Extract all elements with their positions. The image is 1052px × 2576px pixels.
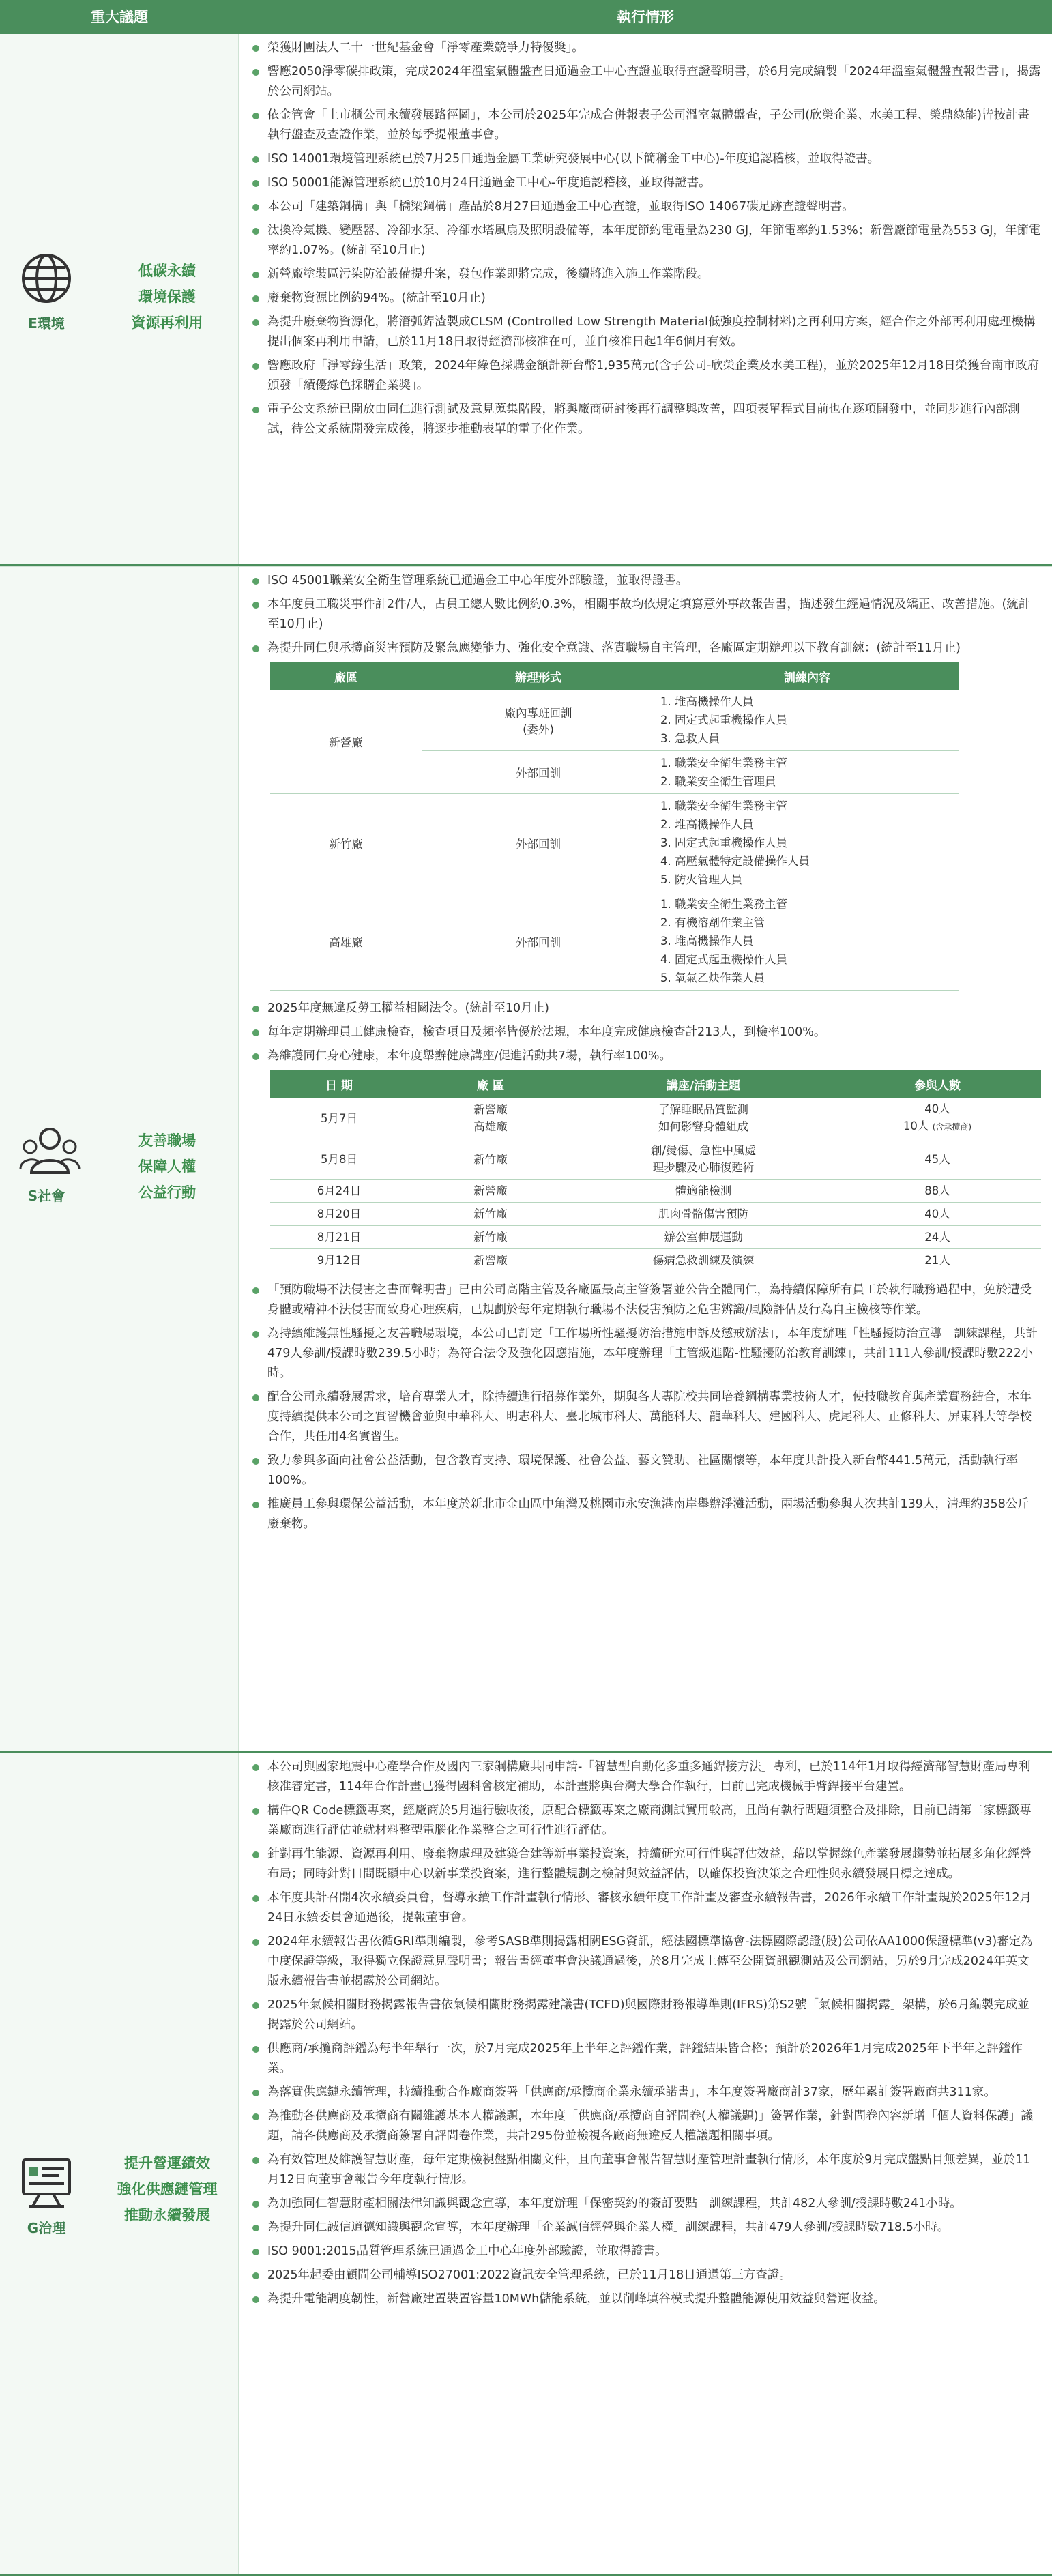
status-cell bbox=[250, 1757, 1041, 2313]
bullet-item: 2025年度無違反勞工權益相關法令。(統計至10月止) bbox=[250, 999, 1041, 1019]
section-governance bbox=[0, 1753, 1052, 2576]
bullet-list bbox=[250, 571, 1041, 658]
bullet-item: 致力參與多面向社會公益活動，包含教育支持、環境保護、社會公益、藝文贊助、社區關懷等，本年度共計投入新台幣441.5萬元，活動執行率100%。 bbox=[250, 1451, 1041, 1491]
bullet-item: 為提升同仁誠信道德知識與觀念宣導，本年度辦理「企業誠信經營與企業人權」訓練課程，共計479人參訓/授課時數718.5小時。 bbox=[250, 2218, 1041, 2238]
date-cell: 8月20日 bbox=[270, 1203, 408, 1226]
count-note: (含承攬商) bbox=[932, 1122, 972, 1132]
table-row bbox=[270, 1203, 1041, 1226]
governance-chart-icon bbox=[19, 2156, 74, 2210]
form-cell: 廠內專班回訓 (委外) bbox=[422, 690, 655, 751]
bullet-item: 為提升廢棄物資源化，將潛弧銲渣製成CLSM (Controlled Low Strength Material低強度控制材料)之再利用方案，經合作之外部再利用處理機構提出個案再利用申請，已於11月18日取得經濟部核准在可，並自核准日起1年6個月有效。 bbox=[250, 312, 1041, 352]
bullet-item: 供應商/承攬商評鑑為每半年舉行一次，於7月完成2025年上半年之評鑑作業，評鑑結果皆合格；預計於2026年1月完成2025年下半年之評鑑作業。 bbox=[250, 2039, 1041, 2079]
table-row bbox=[270, 1226, 1041, 1249]
form-cell: 外部回訓 bbox=[422, 892, 655, 991]
globe-icon bbox=[19, 251, 74, 306]
date-cell: 5月7日 bbox=[270, 1098, 408, 1139]
status-cell bbox=[250, 571, 1041, 1538]
topic-cell: 創/燙傷、急性中風處 理步驟及心肺復甦術 bbox=[573, 1139, 834, 1180]
column-header: 參與人數 bbox=[834, 1070, 1041, 1098]
date-cell: 5月8日 bbox=[270, 1139, 408, 1180]
form-cell: 外部回訓 bbox=[422, 794, 655, 892]
training-item: 4. 高壓氣體特定設備操作人員 bbox=[660, 855, 810, 868]
bullet-item: ISO 50001能源管理系統已於10月24日通過金工中心-年度追認稽核，並取得證書。 bbox=[250, 173, 1041, 193]
training-table bbox=[270, 662, 959, 991]
social-emblem bbox=[19, 1124, 74, 1205]
count-cell: 45人 bbox=[834, 1139, 1041, 1180]
bullet-list bbox=[250, 1757, 1041, 2309]
bullet-item: 響應政府「淨零綠生活」政策，2024年綠色採購金額計新台幣1,935萬元(含子公司-欣榮企業及水美工程)，並於2025年12月18日榮獲台南市政府頒發「績優綠色採購企業獎」。 bbox=[250, 356, 1041, 396]
emblem-label: G治理 bbox=[27, 2220, 66, 2236]
bullet-item: 廢棄物資源比例約94%。(統計至10月止) bbox=[250, 289, 1041, 308]
count-cell: 21人 bbox=[834, 1249, 1041, 1272]
bullet-item: 為提升電能調度韌性，新營廠建置裝置容量10MWh儲能系統，並以削峰填谷模式提升整體能源使用效益與營運收益。 bbox=[250, 2289, 1041, 2309]
bullet-item: 本年度共計召開4次永續委員會，督導永續工作計畫執行情形、審核永續年度工作計畫及審查永續報告書，2026年永續工作計畫規於2025年12月24日永續委員會通過後，提報董事會。 bbox=[250, 1888, 1041, 1928]
column-header: 訓練內容 bbox=[655, 662, 959, 690]
training-item: 5. 氧氣乙炔作業人員 bbox=[660, 971, 765, 984]
bullet-item: 為落實供應鏈永續管理，持續推動合作廠商簽署「供應商/承攬商企業永續承諾書」，本年度簽署廠商計37家，歷年累計簽署廠商共311家。 bbox=[250, 2083, 1041, 2103]
table-row bbox=[270, 794, 959, 892]
plant-cell: 新營廠 bbox=[270, 690, 422, 794]
bullet-item: 為有效管理及維護智慧財產，每年定期檢視盤點相關文件，且向董事會報告智慧財產管理計畫執行情形，本年度於9月完成盤點目無差異，並於11月12日向董事會報告今年度執行情形。 bbox=[250, 2150, 1041, 2190]
form-cell: 外部回訓 bbox=[422, 751, 655, 794]
content-cell bbox=[655, 690, 959, 751]
bullet-item: 針對再生能源、資源再利用、廢棄物處理及建築合建等新事業投資案，持續研究可行性與評估效益，藉以掌握綠色產業發展趨勢並拓展多角化經營布局；同時針對日間既顯中心以新事業投資案，進行整體規劃之檢討與效益評估，以確保投資決策之合理性與永續發展目標之達成。 bbox=[250, 1845, 1041, 1884]
plant-cell: 新營廠 bbox=[408, 1180, 573, 1203]
bullet-item: 2025年氣候相關財務揭露報告書依氣候相關財務揭露建議書(TCFD)與國際財務報導準則(IFRS)第S2號「氣候相關揭露」架構，於6月編製完成並揭露於公司網站。 bbox=[250, 1995, 1041, 2035]
topic-cell: 了解睡眠品質監測 如何影響身體組成 bbox=[573, 1098, 834, 1139]
table-row bbox=[270, 1098, 1041, 1139]
training-item: 3. 急救人員 bbox=[660, 732, 720, 745]
training-item: 1. 職業安全衛生業務主管 bbox=[660, 800, 787, 813]
bullet-list bbox=[250, 38, 1041, 439]
bullet-item: 響應2050淨零碳排政策，完成2024年溫室氣體盤查日通過金工中心查證並取得查證聲明書，於6月完成編製「2024年溫室氣體盤查報告書」，揭露於公司網站。 bbox=[250, 62, 1041, 102]
topic: 資源再利用 bbox=[131, 314, 203, 331]
training-item: 1. 職業安全衛生業務主管 bbox=[660, 757, 787, 770]
bullet-item: 為持續維護無性騷擾之友善職場環境，本公司已訂定「工作場所性騷擾防治措施申訴及懲戒辦法」，本年度辦理「性騷擾防治宣導」訓練課程，共計479人參訓/授課時數239.5小時；為符合法令及強化因應措施，本年度辦理「主管級進階-性騷擾防治教育訓練」，共計111人參訓/授課時數222小時。 bbox=[250, 1324, 1041, 1384]
plant-cell: 新營廠 bbox=[408, 1249, 573, 1272]
training-item: 2. 堆高機操作人員 bbox=[660, 818, 754, 831]
topic-cell: 辦公室伸展運動 bbox=[573, 1226, 834, 1249]
count-cell: 88人 bbox=[834, 1180, 1041, 1203]
training-item: 3. 堆高機操作人員 bbox=[660, 935, 754, 948]
bullet-item: 構件QR Code標籤專案，經廠商於5月進行驗收後，原配合標籤專案之廠商測試實用較高，且尚有執行問題須整合及排除，目前已請第二家標籤專業廠商進行評估並就材料整型電腦化作業整合之可行性進行評估。 bbox=[250, 1801, 1041, 1841]
table-header bbox=[0, 0, 1052, 34]
emblem-label: S社會 bbox=[27, 1188, 65, 1204]
bullet-list bbox=[250, 999, 1041, 1066]
bullet-item: 每年定期辦理員工健康檢查，檢查項目及頻率皆優於法規，本年度完成健康檢查計213人，到檢率100%。 bbox=[250, 1023, 1041, 1042]
topic-cell bbox=[0, 1753, 239, 2574]
bullet-item: 為維護同仁身心健康，本年度舉辦健康講座/促進活動共7場，執行率100%。 bbox=[250, 1046, 1041, 1066]
bullet-item: 為提升同仁與承攬商災害預防及緊急應變能力、強化安全意識、落實職場自主管理，各廠區定期辦理以下教育訓練：(統計至11月止) bbox=[250, 639, 1041, 658]
training-item: 5. 防火管理人員 bbox=[660, 873, 742, 886]
bullet-list bbox=[250, 1280, 1041, 1534]
table-row bbox=[270, 1249, 1041, 1272]
topic-cell: 體適能檢測 bbox=[573, 1180, 834, 1203]
column-header: 辦理形式 bbox=[422, 662, 655, 690]
status-cell bbox=[250, 38, 1041, 443]
count-cell: 24人 bbox=[834, 1226, 1041, 1249]
plant-cell: 新竹廠 bbox=[408, 1226, 573, 1249]
training-item: 3. 固定式起重機操作人員 bbox=[660, 836, 787, 849]
topic-cell: 傷病急救訓練及演練 bbox=[573, 1249, 834, 1272]
training-item: 2. 固定式起重機操作人員 bbox=[660, 714, 787, 727]
plant-cell: 新竹廠 bbox=[408, 1203, 573, 1226]
section-social bbox=[0, 566, 1052, 1753]
bullet-item: 為加強同仁智慧財產相關法律知識與觀念宣導，本年度辦理「保密契約的簽訂要點」訓練課程，共計482人參訓/授課時數241小時。 bbox=[250, 2194, 1041, 2214]
table-row bbox=[270, 1180, 1041, 1203]
topic: 提升營運績效 bbox=[124, 2155, 210, 2171]
date-cell: 6月24日 bbox=[270, 1180, 408, 1203]
topic: 公益行動 bbox=[138, 1184, 196, 1201]
bullet-item: ISO 45001職業安全衛生管理系統已通過金工中心年度外部驗證，並取得證書。 bbox=[250, 571, 1041, 591]
plant-cell: 新竹廠 bbox=[270, 794, 422, 892]
training-item: 2. 有機溶劑作業主管 bbox=[660, 916, 765, 929]
topic-cell: 肌肉骨骼傷害預防 bbox=[573, 1203, 834, 1226]
date-cell: 8月21日 bbox=[270, 1226, 408, 1249]
column-header: 廠 區 bbox=[408, 1070, 573, 1098]
topic-list bbox=[96, 1128, 239, 1205]
training-item: 1. 職業安全衛生業務主管 bbox=[660, 898, 787, 911]
count-cell: 40人 bbox=[834, 1203, 1041, 1226]
bullet-item: ISO 9001:2015品質管理系統已通過金工中心年度外部驗證，並取得證書。 bbox=[250, 2242, 1041, 2262]
training-item: 2. 職業安全衛生管理員 bbox=[660, 775, 776, 788]
bullet-item: 為推動各供應商及承攬商有關維護基本人權議題，本年度「供應商/承攬商自評問卷(人權議題)」簽署作業，針對問卷內容新增「個人資料保護」議題，請各供應商及承攬商簽署自評問卷作業，共計295份並檢視各廠商無違反人權議題相關事項。 bbox=[250, 2107, 1041, 2146]
bullet-item: 本年度員工職災事件計2件/人，占員工總人數比例約0.3%，相關事故均依規定填寫意外事故報告書，描述發生經過情況及矯正、改善措施。(統計至10月止) bbox=[250, 595, 1041, 634]
table-row bbox=[270, 690, 959, 751]
training-item: 1. 堆高機操作人員 bbox=[660, 695, 754, 708]
topic: 友善職場 bbox=[138, 1132, 196, 1149]
table-row bbox=[270, 1139, 1041, 1180]
header-status: 執行情形 bbox=[617, 9, 674, 25]
bullet-item: 推廣員工參與環保公益活動，本年度於新北市金山區中角灣及桃園市永安漁港南岸舉辦淨灘活動，兩場活動參與人次共計139人，清理約358公斤廢棄物。 bbox=[250, 1495, 1041, 1534]
emblem-label: E環境 bbox=[28, 315, 65, 332]
bullet-item: 榮獲財團法人二十一世紀基金會「淨零產業競爭力特優獎」。 bbox=[250, 38, 1041, 58]
column-header: 日 期 bbox=[270, 1070, 408, 1098]
topic: 保障人權 bbox=[138, 1158, 196, 1175]
topic: 低碳永續 bbox=[138, 263, 196, 279]
training-item: 4. 固定式起重機操作人員 bbox=[660, 953, 787, 966]
plant-cell: 新竹廠 bbox=[408, 1139, 573, 1180]
topic-cell bbox=[0, 34, 239, 564]
date-cell: 9月12日 bbox=[270, 1249, 408, 1272]
bullet-item: 本公司與國家地震中心產學合作及國內三家鋼構廠共同申請-「智慧型自動化多重多通銲接方法」專利，已於114年1月取得經濟部智慧財產局專利核准審定書，114年合作計畫已獲得國科會核定補助，本計畫將與台灣大學合作執行，目前已完成機械手臂銲接平台建置。 bbox=[250, 1757, 1041, 1797]
bullet-item: 「預防職場不法侵害之書面聲明書」已由公司高階主管及各廠區最高主管簽署並公告全體同仁，為持續保障所有員工於執行職務過程中，免於遭受身體或精神不法侵害而致身心理疾病，已規劃於每年定期執行職場不法侵害預防之危害辨識/風險評估及行為自主檢核等作業。 bbox=[250, 1280, 1041, 1320]
count-cell: 40人 10人 (含承攬商) bbox=[834, 1098, 1041, 1139]
header-topic: 重大議題 bbox=[91, 9, 148, 25]
topic: 環境保護 bbox=[138, 289, 196, 305]
bullet-item: 汰換冷氣機、變壓器、冷卻水泵、冷卻水塔風扇及照明設備等，本年度節約電電量為230 GJ，年節電率約1.53%；新營廠節電量為553 GJ，年節電率約1.07%。(統計至10月止) bbox=[250, 221, 1041, 261]
topic-list bbox=[96, 2150, 239, 2228]
section-environment bbox=[0, 34, 1052, 566]
table-row bbox=[270, 892, 959, 991]
content-cell bbox=[655, 794, 959, 892]
bullet-item: 2024年永續報告書依循GRI準則編製，參考SASB準則揭露相關ESG資訊，經法國標準協會-法標國際認證(股)公司依AA1000保證標準(v3)審定為中度保證等級，取得獨立保證意見聲明書；報告書經董事會決議通過後，於8月完成上傳至公開資訊觀測站及公司網站，另於9月完成2024年英文版永續報告書並揭露於公司網站。 bbox=[250, 1932, 1041, 1991]
governance-emblem bbox=[19, 2156, 74, 2237]
people-icon bbox=[19, 1124, 81, 1178]
bullet-item: 依金管會「上市櫃公司永續發展路徑圖」，本公司於2025年完成合併報表子公司溫室氣體盤查，子公司(欣榮企業、水美工程、榮鼎綠能)皆按計畫執行盤查及查證作業，並於每季提報董事會。 bbox=[250, 106, 1041, 145]
environment-emblem bbox=[19, 251, 74, 332]
topic-cell bbox=[0, 567, 239, 1751]
bullet-item: 2025年起委由顧問公司輔導ISO27001:2022資訊安全管理系統，已於11月18日通過第三方查證。 bbox=[250, 2266, 1041, 2285]
column-header: 講座/活動主題 bbox=[573, 1070, 834, 1098]
topic: 強化供應鏈管理 bbox=[117, 2181, 218, 2197]
content-cell bbox=[655, 892, 959, 991]
plant-cell: 新營廠 高雄廠 bbox=[408, 1098, 573, 1139]
bullet-item: ISO 14001環境管理系統已於7月25日通過金屬工業研究發展中心(以下簡稱金工中心)-年度追認稽核，並取得證書。 bbox=[250, 149, 1041, 169]
bullet-item: 新營廠塗裝區污染防治設備提升案，發包作業即將完成，後續將進入施工作業階段。 bbox=[250, 265, 1041, 284]
column-header: 廠區 bbox=[270, 662, 422, 690]
content-cell bbox=[655, 751, 959, 794]
health-activity-table bbox=[270, 1070, 1041, 1272]
bullet-item: 本公司「建築鋼構」與「橋梁鋼構」產品於8月27日通過金工中心查證，並取得ISO 14067碳足跡查證聲明書。 bbox=[250, 197, 1041, 217]
plant-cell: 高雄廠 bbox=[270, 892, 422, 991]
bullet-item: 配合公司永續發展需求，培育專業人才，除持續進行招募作業外，期與各大專院校共同培養鋼構專業技術人才，使技職教育與產業實務結合，本年度持續提供本公司之實習機會並與中華科大、明志科大、臺北城市科大、萬能科大、龍華科大、建國科大、虎尾科大、正修科大、屏東科大等學校合作，共任用4名實習生。 bbox=[250, 1388, 1041, 1447]
bullet-item: 電子公文系統已開放由同仁進行測試及意見蒐集階段，將與廠商研討後再行調整與改善，四項表單程式目前也在逐項開發中，並同步進行內部測試，待公文系統開發完成後，將逐步推動表單的電子化作業。 bbox=[250, 400, 1041, 439]
topic: 推動永續發展 bbox=[124, 2207, 210, 2223]
topic-list bbox=[96, 258, 239, 336]
